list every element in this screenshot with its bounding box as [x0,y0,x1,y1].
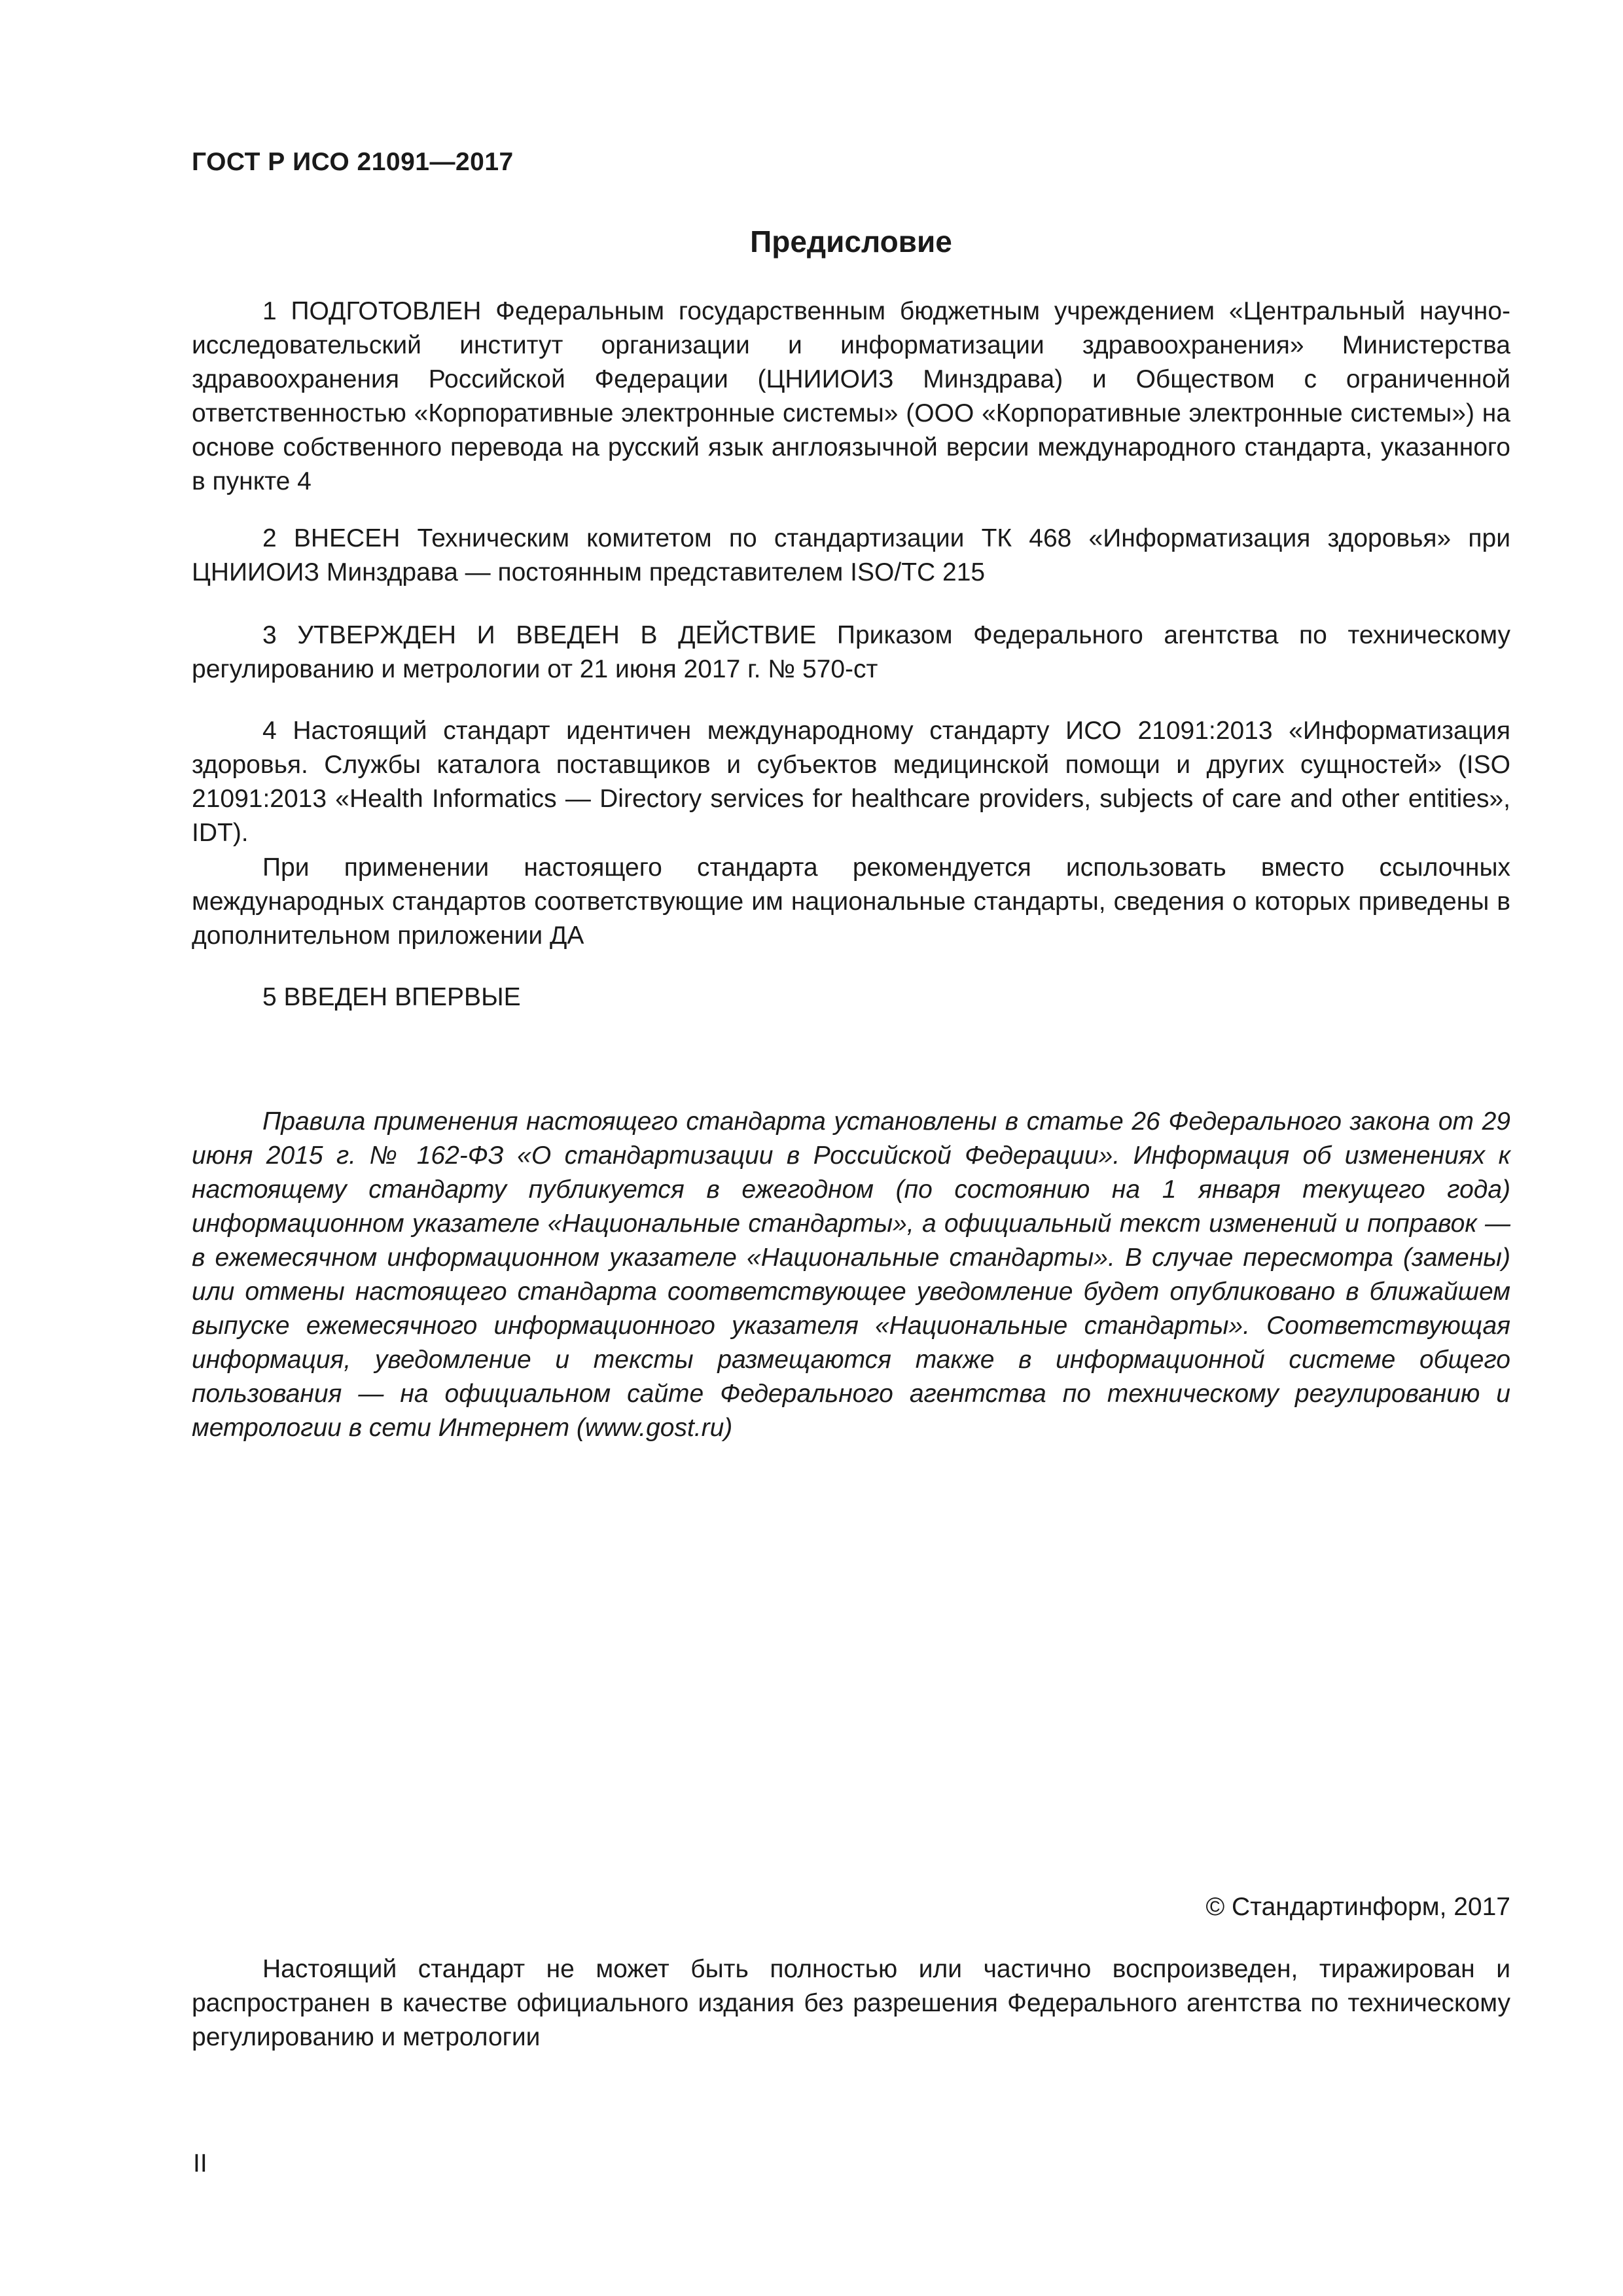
document-code: ГОСТ Р ИСО 21091—2017 [192,148,514,176]
rules-note: Правила применения настоящего стандарта установлены в статье 26 Федерального закона от 29 июня 2015 г. № 162-ФЗ «О стандартизации в Российской Федерации». Информация об изменениях к настоящему стандарту публикуется в ежегодном (по состоянию на 1 января текущего года) информационном указателе «Национальные стандарты», а официальный текст изменений и поправок — в ежемесячном информационном указателе «Национальные стандарты». В случае пересмотра (замены) или отмены настоящего стандарта соответствующее уведомление будет опубликовано в ближайшем выпуске ежемесячного информационного указателя «Национальные стандарты». Соответствующая информация, уведомление и тексты размещаются также в информационной системе общего пользования — на официальном сайте Федерального агентства по техническому регулированию и метрологии в сети Интернет (www.gost.ru) [192,1107,1510,1442]
reproduction-notice: Настоящий стандарт не может быть полностью или частично воспроизведен, тиражирован и распространен в качестве официального издания без разрешения Федерального агентства по техническому регулированию и метрологии [192,1955,1510,2051]
preface-item-1: 1 ПОДГОТОВЛЕН Федеральным государственным бюджетным учреждением «Центральный научно-исследовательский институт организации и информатизации здравоохранения» Министерства здравоохранения Российской Федерации (ЦНИИОИЗ Минздрава) и Обществом с ограниченной ответственностью «Корпоративные электронные системы» (ООО «Корпоративные электронные системы») на основе собственного перевода на русский язык англоязычной версии международного стандарта, указанного в пункте 4 [192,297,1510,495]
document-page [192,0,1510,2296]
copyright-line: © Стандартинформ, 2017 [1205,1893,1510,1921]
preface-item-5: 5 ВВЕДЕН ВПЕРВЫЕ [262,983,521,1011]
preface-item-3: 3 УТВЕРЖДЕН И ВВЕДЕН В ДЕЙСТВИЕ Приказом Федерального агентства по техническому регулированию и метрологии от 21 июня 2017 г. № 570-ст [192,621,1510,683]
preface-item-2: 2 ВНЕСЕН Техническим комитетом по стандартизации ТК 468 «Информатизация здоровья» при ЦНИИОИЗ Минздрава — постоянным представителем ISO/TC 215 [192,524,1510,586]
page-title: Предисловие [750,224,952,259]
preface-item-4: 4 Настоящий стандарт идентичен международному стандарту ИСО 21091:2013 «Информатизация здоровья. Службы каталога поставщиков и субъектов медицинской помощи и других сущностей» (ISO 21091:2013 «Health Informatics — Directory services for healthcare providers, subjects of care and other entities», IDT). [192,717,1510,847]
preface-item-4-note: При применении настоящего стандарта рекомендуется использовать вместо ссылочных международных стандартов соответствующие им национальные стандарты, сведения о которых приведены в дополнительном приложении ДА [192,853,1510,950]
page-number: II [193,2149,207,2178]
